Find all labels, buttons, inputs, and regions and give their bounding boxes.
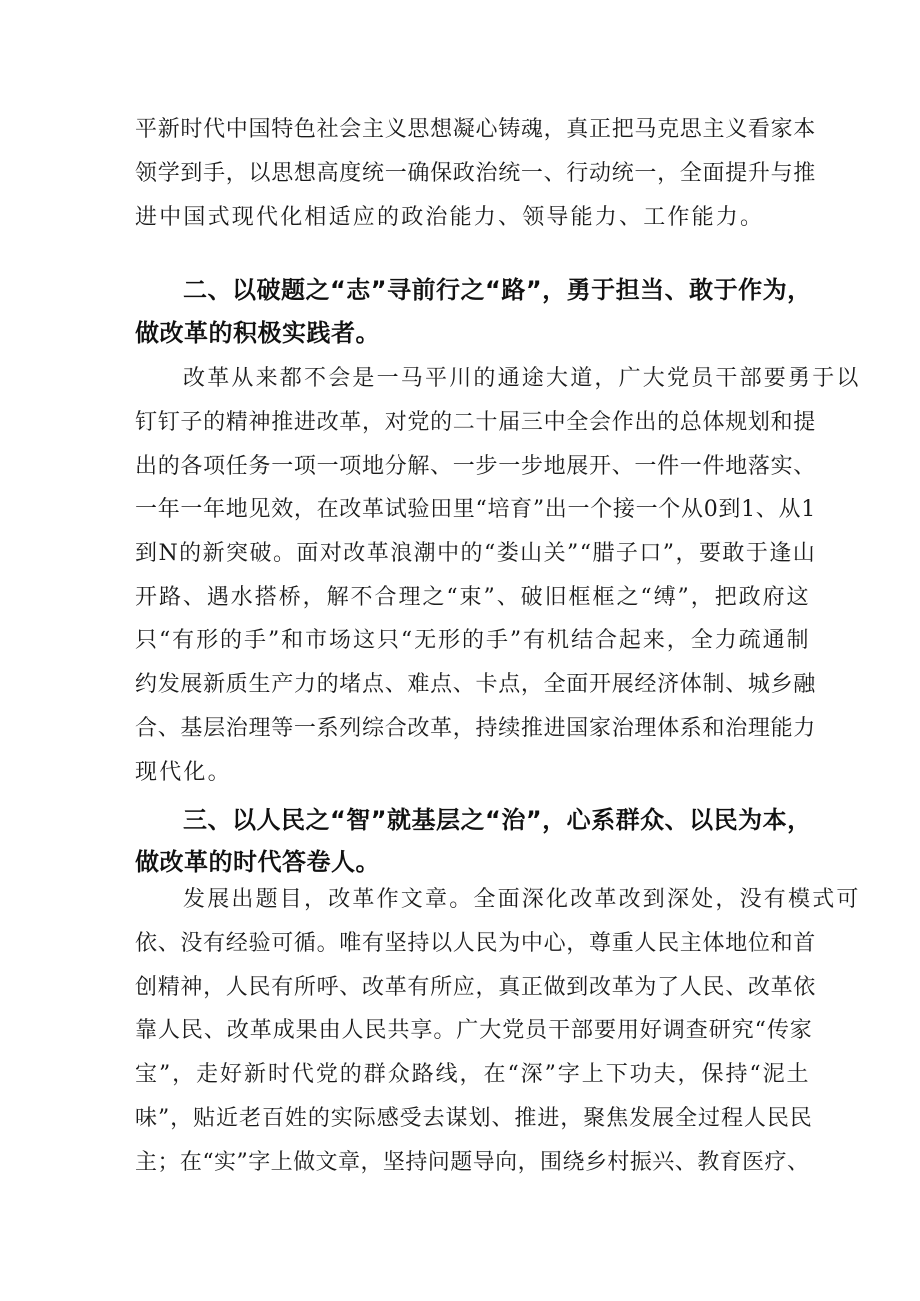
text-line: 合、基层治理等一系列综合改革，持续推进国家治理体系和治理能力 xyxy=(135,716,817,741)
section-heading: 三、以人民之“智”就基层之“治”，心系群众、以民为本， xyxy=(183,806,812,834)
text-line: 宝”，走好新时代党的群众路线，在“深”字上下功夫，保持“泥土 xyxy=(135,1062,811,1087)
text-line: 主；在“实”字上做文章，坚持问题导向，围绕乡村振兴、教育医疗、 xyxy=(135,1150,810,1175)
text-line: 靠人民、改革成果由人民共享。广大党员干部要用好调查研究“传家 xyxy=(135,1018,813,1043)
text-line: 现代化。 xyxy=(135,760,232,785)
text-line: 创精神，人民有所呼、改革有所应，真正做到改革为了人民、改革依 xyxy=(135,975,817,1000)
section-heading-continued: 做改革的积极实践者。 xyxy=(135,319,380,347)
text-line: 平新时代中国特色社会主义思想凝心铸魂，真正把马克思主义看家本 xyxy=(135,117,817,142)
section-heading: 二、以破题之“志”寻前行之“路”，勇于担当、敢于作为， xyxy=(183,276,812,304)
text-line: 只“有形的手”和市场这只“无形的手”有机结合起来，全力疏通制 xyxy=(135,628,811,653)
section-heading-continued: 做改革的时代答卷人。 xyxy=(135,848,380,876)
text-line: 开路、遇水搭桥，解不合理之“束”、破旧框框之“缚”，把政府这 xyxy=(135,585,811,610)
text-line: 改革从来都不会是一马平川的通途大道，广大党员干部要勇于以 xyxy=(183,366,861,391)
text-line: 发展出题目，改革作文章。全面深化改革改到深处，没有模式可 xyxy=(183,887,861,912)
text-line: 出的各项任务一项一项地分解、一步一步地展开、一件一件地落实、 xyxy=(135,454,817,479)
text-line: 钉钉子的精神推进改革，对党的二十届三中全会作出的总体规划和提 xyxy=(135,410,817,435)
text-line: 约发展新质生产力的堵点、难点、卡点，全面开展经济体制、城乡融 xyxy=(135,672,817,697)
text-line: 领学到手，以思想高度统一确保政治统一、行动统一，全面提升与推 xyxy=(135,161,817,186)
text-line: 味”，贴近老百姓的实际感受去谋划、推进，聚焦发展全过程人民民 xyxy=(135,1106,813,1131)
text-line: 进中国式现代化相适应的政治能力、领导能力、工作能力。 xyxy=(135,205,765,230)
text-line: 一年一年地见效，在改革试验田里“培育”出一个接一个从0到1、从1 xyxy=(135,497,816,522)
text-line: 到N的新突破。面对改革浪潮中的“娄山关”“腊子口”，要敢于逢山 xyxy=(135,541,817,566)
text-line: 依、没有经验可循。唯有坚持以人民为中心，尊重人民主体地位和首 xyxy=(135,931,817,956)
